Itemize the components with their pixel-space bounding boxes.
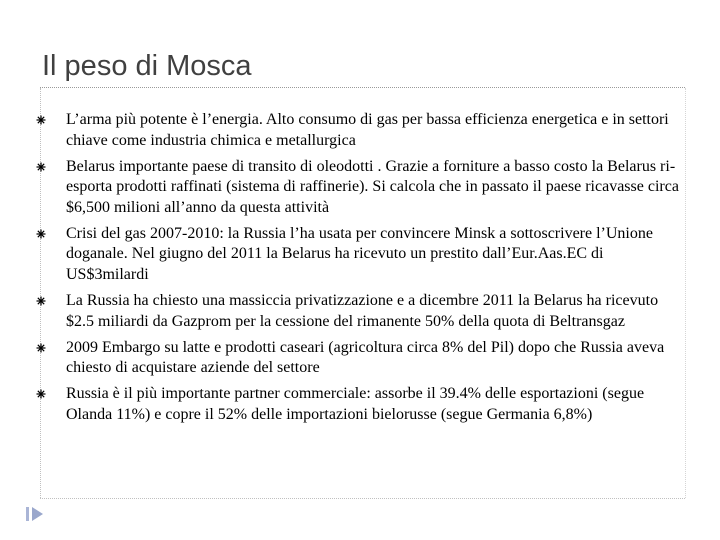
sunburst-bullet-icon <box>36 115 46 125</box>
bullet-text: 2009 Embargo su latte e prodotti caseari (agricoltura circa 8% del Pil) dopo che Russia aveva chiesto di acquistare aziende del settore <box>66 338 665 377</box>
slide-title: Il peso di Mosca <box>42 50 252 82</box>
bullet-item <box>36 224 684 286</box>
bullet-text: La Russia ha chiesto una massiccia privatizzazione e a dicembre 2011 la Belarus ha ricevuto $2.5 miliardi da Gazprom per la cessione del rimanente 50% della quota di Beltransgaz <box>66 291 659 330</box>
sunburst-bullet-icon <box>36 162 46 172</box>
sunburst-bullet-icon <box>36 343 46 353</box>
bullet-item <box>36 338 684 379</box>
bullet-text: Belarus importante paese di transito di oleodotti . Grazie a forniture a basso costo la Belarus ri-esporta prodotti raffinati (sistema di raffinerie). Si calcola che in passato il paese ricavasse circa $6,500 milioni all’anno da questa attività <box>66 157 679 216</box>
bullet-list <box>36 110 684 431</box>
bullet-text: Russia è il più importante partner commerciale: assorbe il 39.4% delle esportazioni (segue Olanda 11%) e copre il 52% delle importazioni bielorusse (segue Germania 6,8%) <box>66 385 645 423</box>
bullet-item <box>36 157 684 219</box>
next-slide-arrow-icon[interactable] <box>24 505 46 523</box>
title-divider <box>40 87 685 88</box>
right-frame-line <box>685 88 686 498</box>
bullet-text: Crisi del gas 2007-2010: la Russia l’ha usata per convincere Minsk a sottoscrivere l’Unione doganale. Nel giugno del 2011 la Belarus ha ricevuto un prestito dall’Eur.Aas.EC di US$3milardi <box>66 224 653 283</box>
bullet-item <box>36 110 684 151</box>
bullet-text: L’arma più potente è l’energia. Alto consumo di gas per bassa efficienza energetica e in settori chiave come industria chimica e metallurgica <box>66 111 669 149</box>
sunburst-bullet-icon <box>36 229 46 239</box>
bullet-item <box>36 291 684 332</box>
sunburst-bullet-icon <box>36 296 46 306</box>
bottom-frame-line <box>40 498 685 499</box>
sunburst-bullet-icon <box>36 389 46 399</box>
bullet-item <box>36 384 684 425</box>
